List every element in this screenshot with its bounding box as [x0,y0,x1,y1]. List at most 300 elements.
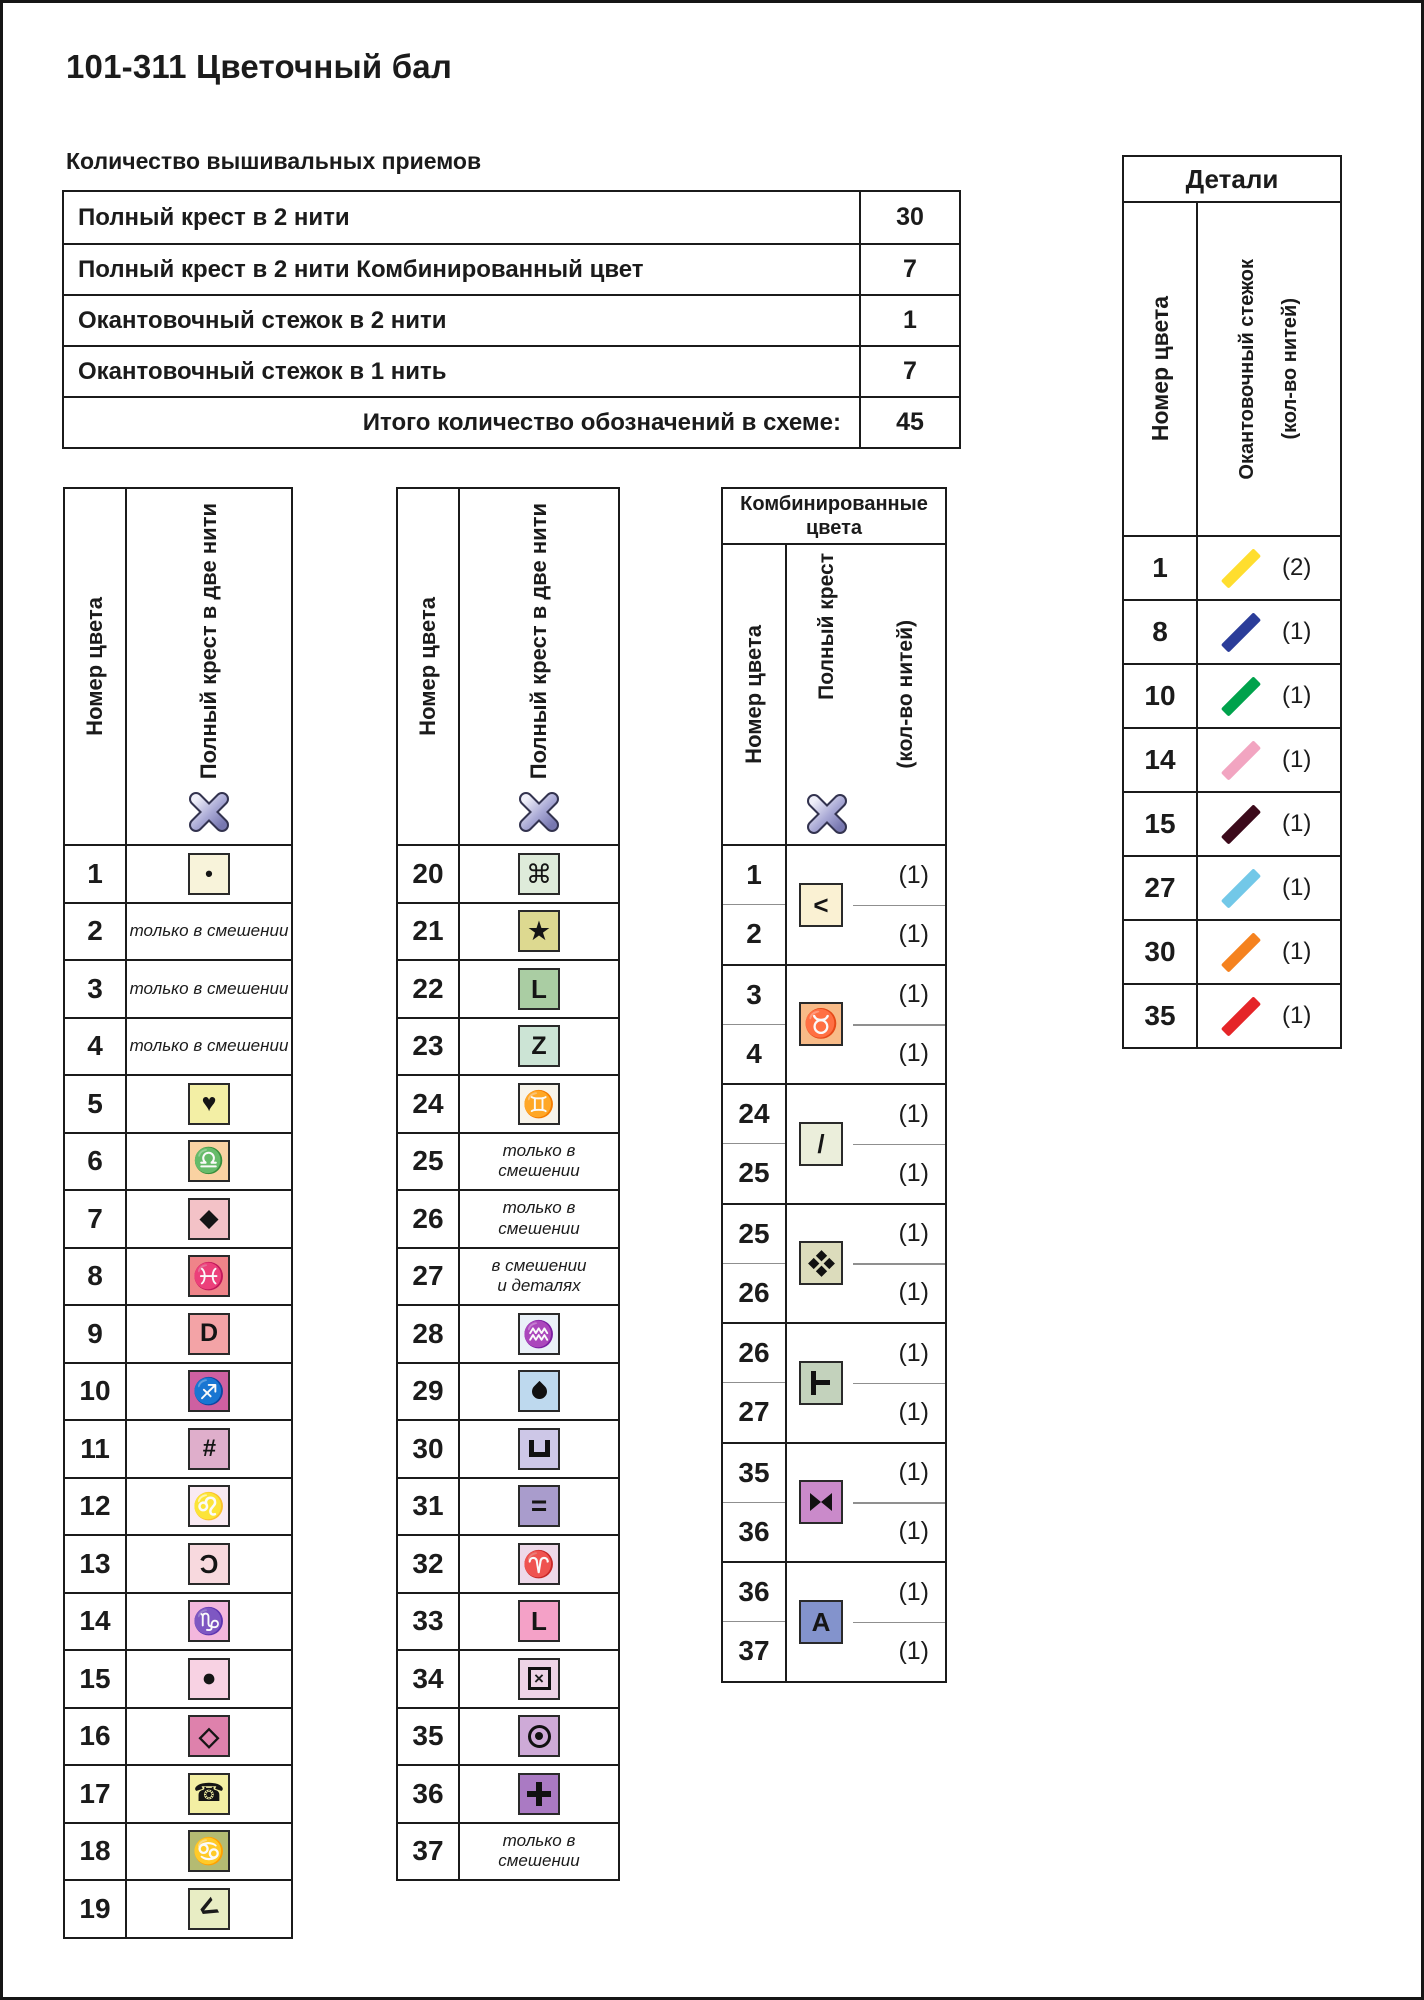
details-backstitch-header: Окантовочный стежок [1236,258,1258,480]
pair-count-divider [853,1502,945,1504]
thread-count: (1) [898,1219,929,1248]
color-symbol-swatch [188,853,230,895]
symbol-glyph: L [531,1606,547,1637]
details-table-title: Детали [1124,157,1340,203]
legend-row [65,1189,291,1247]
open-square-symbol [529,1440,550,1457]
pair-symbol-cell [785,1324,945,1442]
summary-row-label: Итого количество обозначений в схеме: [362,408,841,436]
color-symbol-swatch [518,1773,560,1815]
color-number: 36 [738,1515,770,1547]
backstitch-symbol-cell [1196,537,1340,599]
color-symbol-swatch [188,1370,230,1412]
details-row [1124,535,1340,599]
color-symbol-swatch [188,1543,230,1585]
circled-dot-symbol [528,1725,551,1748]
color-number: 24 [723,1085,785,1144]
legend-row [398,1477,618,1535]
summary-row-value: 1 [859,296,959,345]
color-number: 3 [87,972,103,1004]
color-symbol-swatch [518,1485,560,1527]
color-number: 34 [412,1662,444,1694]
color-number: 37 [738,1635,770,1667]
color-number: 35 [723,1444,785,1503]
summary-row [64,294,959,345]
color-number: 6 [87,1145,103,1177]
thread-count: (2) [1282,554,1312,581]
details-row [1124,727,1340,791]
legend-row [398,1419,618,1477]
symbol-cell [458,1421,618,1477]
color-symbol-swatch [188,1773,230,1815]
color-symbol-swatch [188,1888,230,1930]
details-row [1124,983,1340,1047]
summary-row-label: Полный крест в 2 нити Комбинированный цвет [78,255,644,283]
color-number: 4 [746,1037,762,1069]
pair-color-numbers [723,966,785,1084]
legend-row [65,1419,291,1477]
backstitch-line-swatch [1221,868,1261,908]
combined-color-number-header: Номер цвета [741,625,766,764]
thread-count: (1) [1282,810,1312,837]
color-number: 10 [79,1375,111,1407]
symbol-glyph: ♈ [522,1548,556,1579]
quad-diamond-symbol [808,1250,835,1277]
color-symbol-swatch [799,1361,843,1405]
color-symbol-swatch [518,1543,560,1585]
details-row [1124,599,1340,663]
legend-row [398,902,618,960]
legend-row [398,959,618,1017]
symbol-glyph: ♋ [192,1836,226,1867]
page-title: 101-311 Цветочный бал [66,48,453,85]
color-number: 36 [723,1563,785,1622]
color-number: 26 [412,1202,444,1234]
color-number: 33 [412,1605,444,1637]
color-symbol-swatch [188,1830,230,1872]
symbol-glyph: L [531,973,547,1004]
pair-symbol-cell [785,1563,945,1681]
legend2-rows [398,844,618,1879]
color-symbol-swatch [188,1255,230,1297]
color-number: 21 [412,915,444,947]
color-symbol-swatch [188,1715,230,1757]
backstitch-line-swatch [1221,676,1261,716]
full-cross-legend-table-2 [396,487,620,1881]
symbol-cell [125,1134,291,1190]
color-number: 18 [79,1835,111,1867]
stitch-techniques-summary-table [62,190,961,449]
thread-count: (1) [1282,618,1312,645]
color-number: 22 [412,972,444,1004]
color-number: 11 [80,1432,110,1464]
pair-color-numbers [723,846,785,964]
symbol-glyph: ♓ [192,1261,226,1292]
symbol-cell [458,846,618,902]
color-number: 28 [412,1317,444,1349]
legend-row [398,1247,618,1305]
summary-table-caption: Количество вышивальных приемов [66,148,482,174]
color-number: 35 [412,1720,444,1752]
summary-row [64,192,959,243]
color-number: 12 [79,1490,111,1522]
legend-row [398,1017,618,1075]
details-row [1124,663,1340,727]
backstitch-line-swatch [1221,740,1261,780]
color-number: 37 [412,1835,444,1867]
summary-row-label: Окантовочный стежок в 2 нити [78,306,447,334]
color-number: 14 [79,1605,111,1637]
summary-row-label: Полный крест в 2 нити [78,203,350,231]
color-number: 25 [723,1205,785,1264]
details-color-number-header: Номер цвета [1146,296,1173,442]
color-symbol-swatch [799,1241,843,1285]
bowtie-symbol [810,1493,832,1511]
symbol-cell [458,1536,618,1592]
symbol-cell [125,1191,291,1247]
pair-count-divider [853,905,945,907]
symbol-cell [458,1709,618,1765]
summary-row-value: 7 [859,245,959,294]
pair-symbol-cell [785,1444,945,1562]
pair-color-numbers [723,1324,785,1442]
color-symbol-swatch [799,1122,843,1166]
legend-row [65,902,291,960]
symbol-glyph: ★ [526,915,552,946]
backstitch-symbol-cell [1196,665,1340,727]
color-number: 1 [87,857,103,889]
symbol-glyph: ♎ [193,1146,225,1175]
symbol-cell [125,1881,291,1937]
legend1-header [65,489,291,844]
symbol-glyph: ♥ [201,1089,217,1118]
color-number: 23 [412,1030,444,1062]
combined-color-pair [723,964,945,1084]
color-symbol-swatch [518,1715,560,1757]
pair-count-divider [853,1383,945,1385]
legend-row [65,1649,291,1707]
blend-only-note: только в смешении [129,1036,289,1056]
combined-table-header [723,545,945,844]
legend-row [65,959,291,1017]
color-number: 29 [412,1375,444,1407]
pair-color-numbers [723,1205,785,1323]
symbol-glyph: ♉ [803,1008,839,1040]
backstitch-symbol-cell [1196,921,1340,983]
details-row [1124,919,1340,983]
thread-count: (1) [898,1577,929,1606]
thread-count: (1) [898,1039,929,1068]
legend-row [398,1362,618,1420]
legend-row [398,1822,618,1880]
color-number: 32 [412,1547,444,1579]
cross-stitch-icon [185,788,233,836]
color-number: 7 [87,1202,103,1234]
legend-row [398,1707,618,1765]
color-number: 15 [1144,808,1176,839]
legend-row [65,1017,291,1075]
color-number: 20 [412,857,444,889]
color-number: 4 [87,1030,103,1062]
symbol-glyph: ♒ [522,1318,556,1349]
thread-count: (1) [898,1636,929,1665]
details-backstitch-table [1122,155,1342,1049]
color-number: 25 [738,1157,770,1189]
thread-count: (1) [898,860,929,889]
combined-color-pair [723,1322,945,1442]
legend1-color-number-header: Номер цвета [82,597,107,736]
legend-row [398,1649,618,1707]
color-symbol-swatch [518,910,560,952]
legend-row [65,1074,291,1132]
legend-row [65,1879,291,1937]
color-number: 27 [738,1396,770,1428]
color-number: 2 [746,918,762,950]
color-number: 1 [1152,552,1168,583]
symbol-glyph: ♑ [192,1606,226,1637]
summary-row-value: 45 [859,398,959,447]
color-number: 27 [1144,872,1176,903]
color-number: 25 [412,1145,444,1177]
legend-row [398,1304,618,1362]
thread-count: (1) [898,919,929,948]
thread-count: (1) [1282,938,1312,965]
color-number: 26 [723,1324,785,1383]
color-symbol-swatch [799,883,843,927]
color-number: 30 [412,1432,444,1464]
thread-count: (1) [898,1397,929,1426]
backstitch-symbol-cell [1196,601,1340,663]
symbol-glyph: Z [531,1031,547,1060]
pair-symbol-cell [785,966,945,1084]
symbol-cell [458,1594,618,1650]
color-number: 8 [1152,616,1168,647]
combined-full-cross-header: Полный крест [814,553,838,700]
color-symbol-swatch [518,1313,560,1355]
pair-count-divider [853,1622,945,1624]
symbol-cell [458,1249,618,1305]
combined-table-title: Комбинированные цвета [723,489,945,545]
combined-colors-table [721,487,947,1683]
droplet-symbol [528,1381,549,1402]
symbol-cell [125,1421,291,1477]
thread-count: (1) [898,1458,929,1487]
color-number: 15 [79,1662,111,1694]
symbol-glyph: A [811,1606,831,1637]
symbol-glyph: ◇ [199,1721,219,1752]
color-number: 19 [79,1892,111,1924]
pair-symbol-cell [785,1205,945,1323]
legend-row [398,1189,618,1247]
pair-symbol-cell [785,1085,945,1203]
symbol-cell [458,904,618,960]
legend-row [65,1534,291,1592]
color-number: 17 [79,1777,111,1809]
color-symbol-swatch [799,1002,843,1046]
symbol-cell [125,1076,291,1132]
summary-row [64,345,959,396]
symbol-cell [125,1651,291,1707]
pair-color-numbers [723,1444,785,1562]
combined-table-rows [723,844,945,1681]
symbol-cell [125,1479,291,1535]
thread-count: (1) [898,1099,929,1128]
symbol-cell [458,1076,618,1132]
combined-color-pair [723,1442,945,1562]
thread-count: (1) [898,1278,929,1307]
symbol-cell [125,1019,291,1075]
legend-row [65,1592,291,1650]
color-number: 36 [412,1777,444,1809]
pair-count-divider [853,1144,945,1146]
symbol-glyph: D [199,1319,219,1348]
thread-count: (1) [898,1158,929,1187]
blend-only-note: в смешении и деталях [491,1255,587,1296]
symbol-cell [458,1479,618,1535]
symbol-glyph: ⌘ [526,858,552,889]
symbol-glyph: ♊ [522,1088,556,1119]
legend2-color-number-header: Номер цвета [415,597,440,736]
symbol-glyph: ♐ [192,1376,226,1407]
color-symbol-swatch [188,1198,230,1240]
backstitch-symbol-cell [1196,985,1340,1047]
legend-row [398,844,618,902]
color-symbol-swatch [518,1025,560,1067]
symbol-cell [125,904,291,960]
details-table-rows [1124,535,1340,1047]
color-symbol-swatch [188,1140,230,1182]
symbol-cell [458,1766,618,1822]
backstitch-line-swatch [1221,996,1261,1036]
color-symbol-swatch [799,1480,843,1524]
symbol-glyph: ♌ [192,1491,226,1522]
symbol-cell [125,1709,291,1765]
symbol-cell [125,1364,291,1420]
legend-row [398,1592,618,1650]
combined-color-pair [723,844,945,964]
color-number: 26 [738,1276,770,1308]
summary-row-value: 30 [859,192,959,243]
color-number: 10 [1144,680,1176,711]
summary-row [64,396,959,447]
color-symbol-swatch [188,1485,230,1527]
boxed-x-symbol: × [528,1667,551,1690]
plus-symbol [527,1782,551,1806]
color-number: 13 [79,1547,111,1579]
t-bar-symbol [811,1371,831,1395]
combined-color-pair [723,1203,945,1323]
symbol-cell [458,1191,618,1247]
blend-only-note: только в смешении [498,1198,580,1238]
thread-count: (1) [898,1338,929,1367]
symbol-glyph: ◆ [199,1204,219,1233]
symbol-cell [458,1306,618,1362]
symbol-cell [125,1766,291,1822]
summary-row [64,243,959,294]
blend-only-note: только в смешении [498,1830,580,1871]
legend-row [65,844,291,902]
legend-row [65,1362,291,1420]
color-symbol-swatch [518,1600,560,1642]
legend-row [398,1132,618,1190]
color-number: 24 [412,1087,444,1119]
symbol-cell [458,1134,618,1190]
legend-row [398,1074,618,1132]
color-symbol-swatch [188,1600,230,1642]
color-symbol-swatch [188,1313,230,1355]
legend-row [65,1477,291,1535]
color-number: 16 [79,1720,111,1752]
thread-count: (1) [898,980,929,1009]
legend-row [65,1707,291,1765]
symbol-cell [458,1824,618,1880]
legend-row [65,1822,291,1880]
color-number: 27 [412,1260,444,1292]
backstitch-line-swatch [1221,612,1261,652]
color-number: 5 [87,1087,103,1119]
color-number: 3 [723,966,785,1025]
symbol-cell [125,1536,291,1592]
full-cross-legend-table-1 [63,487,293,1939]
pair-color-numbers [723,1563,785,1681]
thread-count: (1) [1282,874,1312,901]
symbol-glyph: < [813,889,829,920]
symbol-cell [458,961,618,1017]
color-symbol-swatch [518,1370,560,1412]
color-number: 30 [1144,936,1176,967]
details-thread-count-header: (кол-во нитей) [1279,298,1301,440]
pair-color-numbers [723,1085,785,1203]
symbol-glyph: • [205,860,213,886]
color-number: 35 [1144,1000,1176,1031]
details-table-header [1124,203,1340,535]
color-number: 8 [87,1260,103,1292]
backstitch-line-swatch [1221,548,1261,588]
legend-row [398,1534,618,1592]
legend2-full-cross-header: Полный крест в две нити [526,503,551,780]
backstitch-line-swatch [1221,932,1261,972]
color-symbol-swatch [518,1658,560,1700]
symbol-glyph: = [530,1490,548,1522]
legend1-full-cross-header: Полный крест в две нити [196,503,221,780]
color-symbol-swatch [518,1428,560,1470]
symbol-cell [125,1306,291,1362]
legend-row [65,1247,291,1305]
symbol-glyph: / [817,1128,825,1159]
legend-row [65,1304,291,1362]
thread-count: (1) [1282,682,1312,709]
color-symbol-swatch [799,1600,843,1644]
chevron-symbol: < [192,1888,226,1929]
symbol-cell [458,1019,618,1075]
symbol-glyph: ☎ [193,1779,225,1808]
blend-only-note: только в смешении [129,978,289,998]
combined-color-pair [723,1083,945,1203]
pair-count-divider [853,1024,945,1026]
blend-only-note: только в смешении [498,1140,580,1181]
pair-symbol-cell [785,846,945,964]
color-symbol-swatch [518,968,560,1010]
combined-thread-count-header: (кол-во нитей) [893,620,917,769]
cross-stitch-icon [515,788,563,836]
backstitch-symbol-cell [1196,729,1340,791]
legend1-rows [65,844,291,1937]
blend-only-note: только в смешении [129,921,289,941]
color-symbol-swatch [518,853,560,895]
symbol-cell [125,961,291,1017]
legend-row [65,1764,291,1822]
color-number: 2 [87,915,103,947]
